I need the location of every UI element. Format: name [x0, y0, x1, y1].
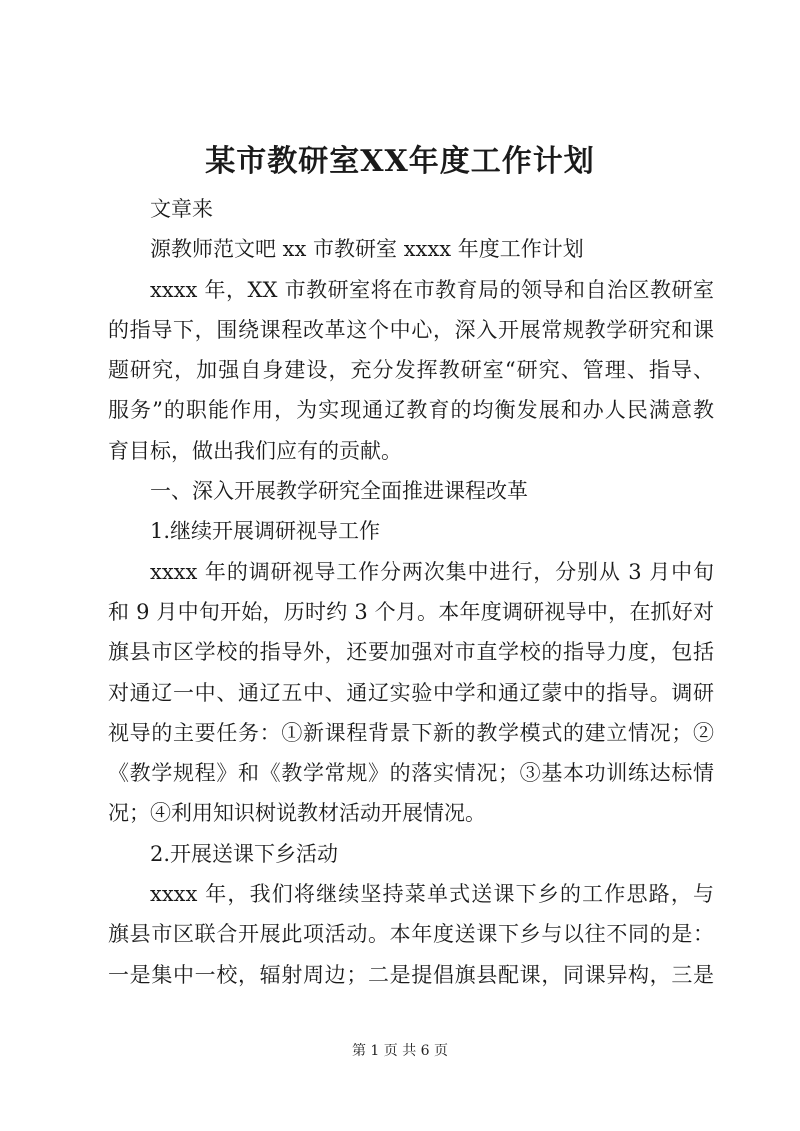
section-heading: 一、深入开展教学研究全面推进课程改革 [150, 479, 528, 504]
paragraph-line: 旗县市区学校的指导外，还要加强对市直学校的指导力度，包括 [108, 640, 714, 665]
paragraph-line: 题研究，加强自身建设，充分发挥教研室“研究、管理、指导、 [108, 358, 714, 383]
page-number-footer: 第 1 页 共 6 页 [351, 1043, 449, 1059]
paragraph-line: 的指导下，围绕课程改革这个中心，深入开展常规教学研究和课 [108, 317, 714, 342]
paragraph-line: xxxx 年，XX 市教研室将在市教育局的领导和自治区教研室 [150, 277, 714, 302]
document-title: 某市教研室XX年度工作计划 [205, 144, 595, 179]
paragraph-line: xxxx 年，我们将继续坚持菜单式送课下乡的工作思路，与 [150, 882, 714, 907]
paragraph-line: 一是集中一校，辐射周边；二是提倡旗县配课，同课异构，三是 [108, 962, 714, 987]
paragraph-line: 和 9 月中旬开始，历时约 3 个月。本年度调研视导中，在抓好对 [108, 599, 714, 624]
paragraph-line: 对通辽一中、通辽五中、通辽实验中学和通辽蒙中的指导。调研 [108, 680, 714, 705]
document-body [108, 189, 714, 995]
paragraph-line: 视导的主要任务：①新课程背景下新的教学模式的建立情况；② [108, 720, 714, 745]
paragraph-line: 育目标，做出我们应有的贡献。 [108, 438, 402, 463]
paragraph-line: xxxx 年的调研视导工作分两次集中进行，分别从 3 月中旬 [150, 559, 714, 584]
subsection-heading: 1.继续开展调研视导工作 [150, 519, 381, 544]
paragraph-line: 源教师范文吧 xx 市教研室 xxxx 年度工作计划 [150, 237, 584, 262]
subsection-heading: 2.开展送课下乡活动 [150, 841, 339, 866]
paragraph-line: 文章来 [150, 197, 213, 221]
paragraph-line: 服务”的职能作用，为实现通辽教育的均衡发展和办人民满意教 [108, 398, 714, 423]
paragraph-line: 《教学规程》和《教学常规》的落实情况；③基本功训练达标情 [108, 761, 714, 786]
paragraph-line: 旗县市区联合开展此项活动。本年度送课下乡与以往不同的是： [108, 922, 714, 947]
paragraph-line: 况；④利用知识树说教材活动开展情况。 [108, 801, 486, 826]
